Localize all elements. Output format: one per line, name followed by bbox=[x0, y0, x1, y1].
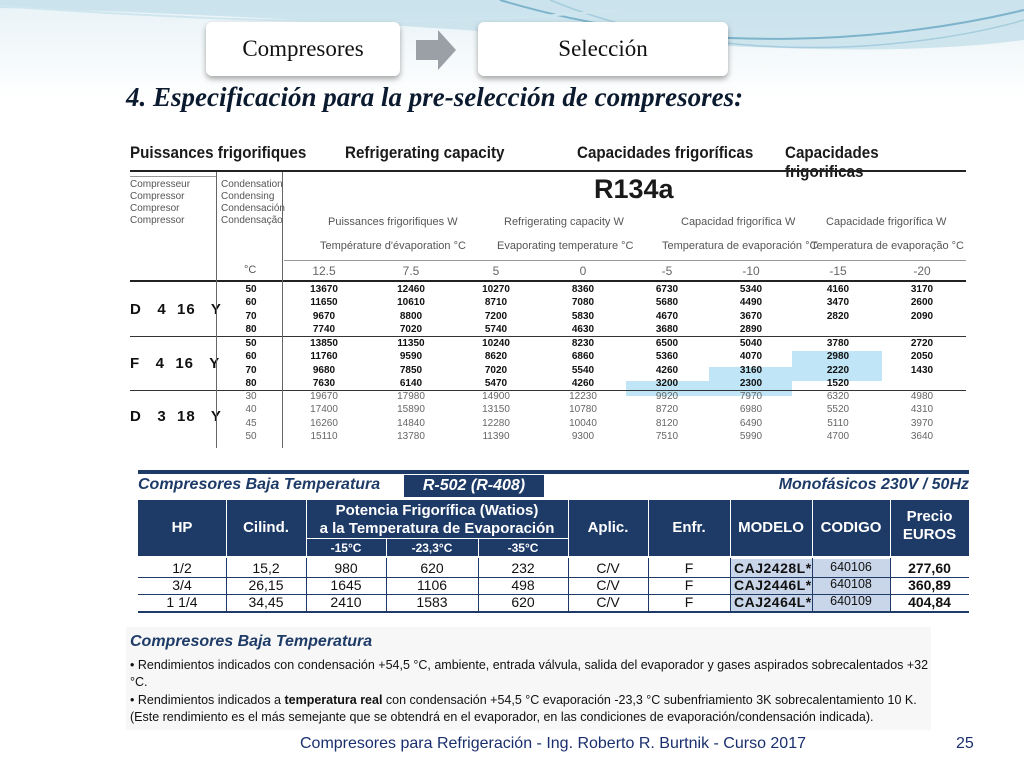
col-divider bbox=[568, 558, 569, 612]
compressor-cell: 232 bbox=[511, 560, 535, 576]
notes-line-2-post: con condensación +54,5 °C evaporación -23,3 °C subenfriamiento 3K sobrecalentamiento 10 K. (Este rendimiento es el más semejante que se obtendrá en el evaporador, en las condiciones de evaporación/condensación indicada). bbox=[130, 693, 917, 724]
capacity-cell: 4630 bbox=[571, 323, 595, 335]
capacity-cell: 12280 bbox=[482, 417, 510, 429]
capacity-cell: 70 bbox=[245, 310, 257, 322]
col-precio: Precio EUROS bbox=[902, 508, 957, 543]
row-divider bbox=[138, 611, 969, 613]
capacity-cell: 3470 bbox=[826, 297, 850, 309]
evap-label-fr: Température d'évaporation °C bbox=[320, 240, 466, 252]
capacity-cell: 7080 bbox=[571, 297, 595, 309]
capacity-cell: 3780 bbox=[826, 338, 850, 349]
capacity-cell: 14900 bbox=[482, 391, 510, 402]
capacity-cell: 6730 bbox=[655, 284, 679, 295]
capacity-cell: 3170 bbox=[910, 284, 934, 295]
evap-label-pt: Temperatura de evaporação °C bbox=[811, 240, 964, 252]
notes-line-2-bold: temperatura real bbox=[284, 693, 383, 707]
col-potencia: Potencia Frigorífica (Watios) a la Temperatura de Evaporación bbox=[319, 502, 555, 537]
col-enfr: Enfr. bbox=[672, 519, 706, 536]
col-divider bbox=[478, 558, 479, 612]
compressor-cell: 640108 bbox=[830, 577, 872, 591]
capacity-cell: 4260 bbox=[655, 364, 679, 376]
rule bbox=[284, 260, 966, 261]
capacity-cell: 6860 bbox=[571, 351, 595, 363]
r134a-capacity-table bbox=[126, 132, 971, 450]
table2-title: Compresores Baja Temperatura bbox=[138, 476, 381, 493]
capacity-cell: 19670 bbox=[310, 391, 338, 402]
capacity-cell: 11390 bbox=[482, 430, 510, 442]
capacity-cell: 9670 bbox=[312, 310, 336, 322]
table1-mid-rule bbox=[130, 280, 966, 282]
compressor-cell: F bbox=[684, 560, 694, 576]
capacity-cell: 2090 bbox=[910, 310, 934, 322]
table1-header-es: Capacidades frigoríficas bbox=[577, 144, 754, 162]
capacity-cell: 2890 bbox=[739, 323, 763, 335]
capacity-cell: 7630 bbox=[312, 377, 336, 389]
capacity-cell: 30 bbox=[245, 391, 257, 402]
capacity-cell: 11350 bbox=[397, 338, 425, 349]
capacity-cell: 4980 bbox=[910, 391, 934, 402]
cap-label-fr: Puissances frigorifiques W bbox=[328, 216, 458, 228]
compressor-cell: F bbox=[684, 577, 694, 593]
cap-label-en: Refrigerating capacity W bbox=[504, 216, 624, 228]
col-divider bbox=[386, 558, 387, 612]
evap-temp-0: 12.5 bbox=[312, 264, 336, 278]
table2-refrigerant: R-502 (R-408) bbox=[404, 475, 544, 497]
capacity-cell: 5740 bbox=[484, 323, 508, 335]
capacity-cell: 3670 bbox=[739, 310, 763, 322]
compressor-cell: CAJ2446L* bbox=[734, 577, 812, 593]
cap-label-pt: Capacidade frigorífica W bbox=[826, 216, 947, 228]
compressor-cell: 620 bbox=[511, 594, 535, 610]
compressor-cell: CAJ2428L* bbox=[734, 560, 812, 576]
capacity-cell: 12460 bbox=[397, 284, 425, 295]
refrigerant-label: R134a bbox=[594, 174, 674, 204]
capacity-cell: 5680 bbox=[655, 297, 679, 309]
compressor-cell: 26,15 bbox=[248, 577, 284, 593]
capacity-cell: 10780 bbox=[569, 404, 597, 416]
capacity-cell: 2720 bbox=[910, 338, 934, 349]
rule bbox=[282, 172, 283, 448]
capacity-cell: 11650 bbox=[310, 297, 338, 309]
evap-temp-5: -10 bbox=[742, 264, 760, 278]
model-label: D 4 16 Y bbox=[130, 301, 222, 318]
capacity-cell: 6320 bbox=[826, 391, 850, 402]
capacity-cell: 3160 bbox=[739, 364, 763, 376]
capacity-cell: 7970 bbox=[739, 391, 763, 402]
page-heading: 4. Especificación para la pre-selección de compresores: bbox=[126, 82, 744, 112]
capacity-cell: 50 bbox=[245, 430, 257, 442]
capacity-cell: 17980 bbox=[397, 391, 425, 402]
capacity-cell: 6980 bbox=[739, 404, 763, 416]
block-divider bbox=[130, 336, 966, 337]
capacity-cell: 50 bbox=[245, 338, 257, 349]
col-hp: HP bbox=[171, 519, 193, 536]
col-modelo: MODELO bbox=[738, 519, 804, 536]
capacity-cell: 13850 bbox=[310, 338, 338, 349]
compressor-cell: 34,45 bbox=[248, 594, 284, 610]
capacity-cell: 5470 bbox=[484, 377, 508, 389]
notes-panel bbox=[126, 627, 931, 730]
capacity-cell: 5110 bbox=[827, 417, 849, 429]
compressor-cell: C/V bbox=[596, 594, 620, 610]
capacity-cell: 80 bbox=[245, 323, 257, 335]
capacity-cell: 70 bbox=[245, 364, 257, 376]
evap-label-es: Temperatura de evaporación °C bbox=[662, 240, 818, 252]
table1-header-fr: Puissances frigorifiques bbox=[130, 144, 307, 162]
capacity-cell: 4160 bbox=[826, 284, 850, 295]
capacity-cell: 4490 bbox=[739, 297, 763, 309]
col-temp-1: -15°C bbox=[330, 541, 362, 555]
col-condensation-label: Condensation Condensing Condensación Condensação bbox=[221, 179, 285, 226]
capacity-cell: 50 bbox=[245, 284, 257, 295]
capacity-cell: 45 bbox=[245, 417, 257, 429]
capacity-cell: 10610 bbox=[397, 297, 425, 309]
evap-temp-4: -5 bbox=[661, 264, 673, 278]
evap-temp-1: 7.5 bbox=[402, 264, 420, 278]
capacity-cell: 4260 bbox=[571, 377, 595, 389]
capacity-cell: 4310 bbox=[910, 404, 934, 416]
capacity-cell: 2600 bbox=[910, 297, 934, 309]
capacity-cell: 8120 bbox=[655, 417, 679, 429]
capacity-cell: 4670 bbox=[655, 310, 679, 322]
evap-label-en: Evaporating temperature °C bbox=[497, 240, 634, 252]
compressor-cell: 640109 bbox=[830, 594, 872, 608]
col-temp-2: -23,3°C bbox=[411, 541, 453, 555]
compressor-cell: 498 bbox=[511, 577, 535, 593]
notes-line-2-pre: • Rendimientos indicados a bbox=[130, 693, 285, 707]
compressor-cell: C/V bbox=[596, 577, 620, 593]
footer-text: Compresores para Refrigeración - Ing. Roberto R. Burtnik - Curso 2017 bbox=[300, 735, 806, 752]
model-label: F 4 16 Y bbox=[130, 355, 221, 372]
capacity-cell: 8360 bbox=[571, 284, 595, 295]
table1-header-en: Refrigerating capacity bbox=[345, 144, 505, 162]
capacity-cell: 4700 bbox=[826, 430, 850, 442]
capacity-cell: 80 bbox=[245, 377, 257, 389]
notes-line-1: • Rendimientos indicados con condensación +54,5 °C, ambiente, entrada válvula, salida del evaporador y gases aspirados sobrecalentados +32 °C. bbox=[130, 658, 929, 689]
capacity-cell: 3640 bbox=[910, 430, 934, 442]
rule bbox=[130, 176, 216, 177]
compressor-cell: 620 bbox=[420, 560, 444, 576]
rule bbox=[138, 470, 969, 474]
compressor-cell: 1583 bbox=[416, 594, 448, 610]
capacity-cell: 1520 bbox=[826, 377, 850, 389]
evap-temp-7: -20 bbox=[913, 264, 931, 278]
capacity-cell: 2050 bbox=[910, 351, 934, 363]
capacity-cell: 3680 bbox=[655, 323, 679, 335]
capacity-cell: 15890 bbox=[397, 404, 425, 416]
capacity-cell: 7740 bbox=[312, 323, 336, 335]
page-number: 25 bbox=[956, 735, 974, 752]
col-divider bbox=[890, 558, 891, 612]
col-divider bbox=[226, 558, 227, 612]
capacity-cell: 5520 bbox=[826, 404, 850, 416]
capacity-cell: 5990 bbox=[739, 430, 763, 442]
capacity-cell: 8800 bbox=[399, 310, 423, 322]
capacity-cell: 15110 bbox=[310, 430, 338, 442]
compressor-cell: 404,84 bbox=[908, 594, 951, 610]
capacity-cell: 8710 bbox=[484, 297, 508, 309]
nav-step-seleccion[interactable]: Selección bbox=[478, 22, 728, 76]
capacity-cell: 8620 bbox=[484, 351, 508, 363]
capacity-cell: 40 bbox=[245, 404, 257, 416]
rule bbox=[216, 172, 217, 448]
capacity-cell: 6490 bbox=[739, 417, 763, 429]
capacity-cell: 13780 bbox=[397, 430, 425, 442]
capacity-cell: 7510 bbox=[655, 430, 679, 442]
col-compressor-label: Compresseur Compressor Compresor Compressor bbox=[130, 179, 191, 226]
capacity-cell: 5040 bbox=[739, 338, 763, 349]
col-divider bbox=[730, 558, 731, 612]
capacity-cell: 9680 bbox=[312, 364, 336, 376]
compressor-cell: F bbox=[684, 594, 694, 610]
capacity-cell: 7020 bbox=[484, 364, 508, 376]
capacity-cell: 6500 bbox=[655, 338, 679, 349]
col-divider bbox=[648, 558, 649, 612]
col-cilind: Cilind. bbox=[243, 519, 289, 536]
compressor-cell: 277,60 bbox=[908, 560, 951, 576]
compressor-cell: 1645 bbox=[330, 577, 362, 593]
compressor-cell: 2410 bbox=[330, 594, 362, 610]
col-codigo: CODIGO bbox=[820, 519, 882, 536]
capacity-cell: 2980 bbox=[826, 351, 850, 363]
compressor-cell: 1 1/4 bbox=[166, 594, 198, 610]
capacity-cell: 5360 bbox=[655, 351, 679, 363]
capacity-cell: 7200 bbox=[484, 310, 508, 322]
capacity-cell: 3200 bbox=[655, 377, 679, 389]
capacity-cell: 5340 bbox=[739, 284, 763, 295]
col-divider bbox=[306, 558, 307, 612]
col-divider bbox=[812, 558, 813, 612]
evap-temp-2: 5 bbox=[492, 264, 500, 278]
capacity-cell: 10040 bbox=[569, 417, 597, 429]
capacity-cell: 13150 bbox=[482, 404, 510, 416]
capacity-cell: 4070 bbox=[739, 351, 763, 363]
compressor-cell: 1106 bbox=[416, 577, 448, 593]
col-aplic: Aplic. bbox=[587, 519, 629, 536]
model-label: D 3 18 Y bbox=[130, 408, 222, 425]
capacity-cell: 8720 bbox=[655, 404, 679, 416]
capacity-cell: 17400 bbox=[310, 404, 338, 416]
capacity-cell: 6140 bbox=[399, 377, 423, 389]
capacity-cell: 2220 bbox=[826, 364, 850, 376]
compressor-cell: 1/2 bbox=[172, 560, 192, 576]
capacity-cell: 12230 bbox=[569, 391, 597, 402]
compressor-cell: 15,2 bbox=[252, 560, 280, 576]
capacity-cell: 7020 bbox=[399, 323, 423, 335]
table1-header-pt: Capacidades frigorificas bbox=[785, 144, 879, 181]
col-temp-3: -35°C bbox=[507, 541, 539, 555]
compressor-cell: C/V bbox=[596, 560, 620, 576]
capacity-cell: 5830 bbox=[571, 310, 595, 322]
compressor-cell: 640106 bbox=[830, 560, 872, 574]
table2-header bbox=[138, 500, 969, 556]
capacity-cell: 9300 bbox=[571, 430, 595, 442]
capacity-cell: 11760 bbox=[310, 351, 338, 363]
capacity-cell: 60 bbox=[245, 351, 257, 363]
compressor-cell: 3/4 bbox=[172, 577, 192, 593]
capacity-cell: 5540 bbox=[571, 364, 595, 376]
capacity-cell: 2820 bbox=[826, 310, 850, 322]
evap-temp-6: -15 bbox=[829, 264, 847, 278]
table1-top-rule bbox=[130, 170, 966, 172]
notes-line-2 bbox=[130, 692, 930, 726]
compressor-cell: 980 bbox=[334, 560, 358, 576]
capacity-cell: 7850 bbox=[399, 364, 423, 376]
arrow-right-icon bbox=[416, 28, 456, 72]
compressor-cell: CAJ2464L* bbox=[734, 594, 812, 610]
compressor-cell: 360,89 bbox=[908, 577, 951, 593]
capacity-cell: 8230 bbox=[571, 338, 595, 349]
capacity-cell: 60 bbox=[245, 297, 257, 309]
capacity-cell: 10270 bbox=[482, 284, 510, 295]
evap-temp-3: 0 bbox=[579, 264, 587, 278]
capacity-cell: 16260 bbox=[310, 417, 338, 429]
capacity-cell: 3970 bbox=[910, 417, 934, 429]
nav-step-compresores[interactable]: Compresores bbox=[206, 22, 400, 76]
capacity-cell: 2300 bbox=[739, 377, 763, 389]
capacity-cell: 9590 bbox=[399, 351, 423, 363]
cap-label-es: Capacidad frigorífica W bbox=[681, 216, 796, 228]
table2-supply: Monofásicos 230V / 50Hz bbox=[778, 476, 969, 493]
notes-title: Compresores Baja Temperatura bbox=[130, 633, 373, 650]
capacity-cell: 10240 bbox=[482, 338, 510, 349]
capacity-cell: 9920 bbox=[655, 391, 679, 402]
capacity-cell: 13670 bbox=[310, 284, 338, 295]
capacity-cell: 14840 bbox=[397, 417, 425, 429]
capacity-cell: 1430 bbox=[910, 364, 934, 376]
unit-label: °C bbox=[244, 264, 257, 276]
